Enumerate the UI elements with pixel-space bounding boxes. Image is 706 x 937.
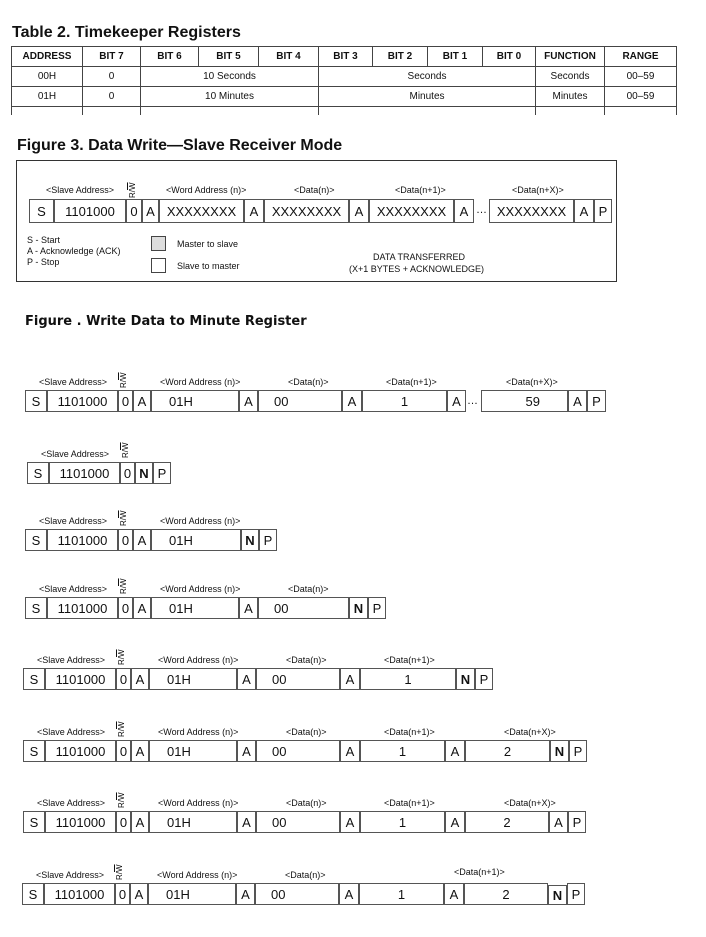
cell-range: 00–59 [605,67,677,87]
word-address-cell: 01H [149,668,237,690]
data-nx-label: <Data(n+X)> [504,798,556,808]
data-nx-label: <Data(n+X)> [504,727,556,737]
rw-label: $R/\overline{W}$ [117,721,126,737]
rw-bit-cell: 0 [115,883,130,905]
rw-bit-cell: 0 [116,668,131,690]
slave-address-label: <Slave Address> [39,377,108,387]
slave-address-label: <Slave Address> [46,185,115,195]
th-bit7: BIT 7 [83,47,141,67]
word-address-cell: XXXXXXXX [159,199,244,223]
address-cell: 1101000 [49,462,120,484]
legend-start: S - Start [27,235,61,245]
stop-cell: P [567,883,585,905]
data-cell: 1 [360,811,445,833]
data-n1-label: <Data(n+1)> [384,798,435,808]
address-cell: 1101000 [54,199,126,223]
data-n1-label: <Data(n+1)> [395,185,446,195]
ack-cell: A [340,668,360,690]
ack-cell: A [342,390,362,412]
table-header-row [12,47,677,67]
nack-cell: N [349,597,368,619]
rw-label: $R/\overline{W}$ [121,442,130,458]
address-cell: 1101000 [44,883,115,905]
ack-cell: A [340,740,360,762]
ack-cell: A [131,811,149,833]
ack-cell: A [133,390,151,412]
address-cell: 1101000 [45,668,116,690]
ack-cell: A [131,740,149,762]
table-row [12,67,677,87]
rw-bit-cell: 0 [116,740,131,762]
data-cell: 00 [256,811,340,833]
data-n1-label: <Data(n+1)> [386,377,437,387]
word-address-label: <Word Address (n)> [158,727,239,737]
th-bit3: BIT 3 [319,47,373,67]
cell-bit7: 0 [83,87,141,107]
stop-cell: P [587,390,606,412]
th-bit4: BIT 4 [259,47,319,67]
legend-ack: A - Acknowledge (ACK) [27,246,121,256]
slave-to-master-swatch [151,258,166,273]
word-address-cell: 01H [149,740,237,762]
ack-cell: A [568,390,587,412]
stop-cell: P [594,199,612,223]
word-address-cell: 01H [151,597,239,619]
data-cell: 1 [359,883,444,905]
nack-cell: N [241,529,259,551]
legend-slave-to-master: Slave to master [177,261,240,271]
data-cell: XXXXXXXX [369,199,454,223]
cell-low-bits: Seconds [319,67,536,87]
data-cell: 1 [360,668,456,690]
stop-cell: P [368,597,386,619]
rw-label: $R/\overline{W}$ [117,649,126,665]
rw-label: $R/\overline{W}$ [128,182,137,198]
ack-cell: A [237,740,256,762]
ack-cell: A [339,883,359,905]
data-n-label: <Data(n)> [286,798,327,808]
nack-cell: N [456,668,475,690]
word-address-label: <Word Address (n)> [157,870,238,880]
rw-bit-cell: 0 [118,597,133,619]
rw-bit-cell: 0 [126,199,142,223]
rw-label: $R/\overline{W}$ [115,864,124,880]
ack-cell: A [130,883,148,905]
word-address-cell: 01H [151,390,239,412]
data-cell: 59 [481,390,568,412]
timekeeper-table [11,46,677,115]
figure3-title: Figure 3. Data Write—Slave Receiver Mode [17,137,343,154]
data-cell: 00 [258,390,342,412]
address-cell: 1101000 [47,390,118,412]
ack-cell: A [237,811,256,833]
ack-cell: A [239,597,258,619]
data-n-label: <Data(n)> [288,584,329,594]
ack-cell: A [131,668,149,690]
rw-bit-cell: 0 [120,462,135,484]
rw-bit-cell: 0 [118,390,133,412]
slave-address-label: <Slave Address> [39,584,108,594]
data-cell: XXXXXXXX [264,199,349,223]
rw-label: $R/\overline{W}$ [119,578,128,594]
rw-label: $R/\overline{W}$ [117,792,126,808]
slave-address-label: <Slave Address> [37,798,106,808]
data-n1-label: <Data(n+1)> [384,727,435,737]
figure-write-title: Figure . Write Data to Minute Register [25,314,307,329]
address-cell: 1101000 [47,597,118,619]
ack-cell: A [447,390,466,412]
data-n-label: <Data(n)> [286,727,327,737]
ack-cell: A [445,811,465,833]
data-n-label: <Data(n)> [286,655,327,665]
start-cell: S [27,462,49,484]
start-cell: S [25,390,47,412]
start-cell: S [23,740,45,762]
ack-cell: A [236,883,255,905]
data-n-label: <Data(n)> [288,377,329,387]
nack-cell: N [550,740,569,762]
th-bit6: BIT 6 [141,47,199,67]
ack-cell: A [239,390,258,412]
stop-cell: P [569,740,587,762]
ack-cell: A [133,529,151,551]
word-address-label: <Word Address (n)> [166,185,247,195]
stop-cell: P [153,462,171,484]
nack-cell: N [548,885,567,905]
master-to-slave-swatch [151,236,166,251]
th-bit1: BIT 1 [428,47,483,67]
slave-address-label: <Slave Address> [39,516,108,526]
legend-master-to-slave: Master to slave [177,239,239,249]
data-n-label: <Data(n)> [285,870,326,880]
start-cell: S [23,811,45,833]
data-cell: 1 [362,390,447,412]
data-transferred-label: DATA TRANSFERRED [373,252,466,262]
slave-address-label: <Slave Address> [37,727,106,737]
ellipsis: … [467,395,478,407]
table-title: Table 2. Timekeeper Registers [12,24,241,41]
ack-cell: A [549,811,568,833]
nack-cell: N [135,462,153,484]
th-bit5: BIT 5 [199,47,259,67]
cell-address: 00H [12,67,83,87]
cell-high-bits: 10 Seconds [141,67,319,87]
ack-cell: A [133,597,151,619]
ack-cell: A [454,199,474,223]
word-address-cell: 01H [148,883,236,905]
start-cell: S [29,199,54,223]
data-cell: 00 [258,597,349,619]
data-n1-label: <Data(n+1)> [454,867,505,877]
slave-address-label: <Slave Address> [36,870,105,880]
cell-low-bits: Minutes [319,87,536,107]
start-cell: S [22,883,44,905]
stop-cell: P [475,668,493,690]
rw-label: $R/\overline{W}$ [119,372,128,388]
data-n1-label: <Data(n+1)> [384,655,435,665]
word-address-label: <Word Address (n)> [160,516,241,526]
ack-cell: A [445,740,465,762]
cell-high-bits: 10 Minutes [141,87,319,107]
cell-bit7: 0 [83,67,141,87]
word-address-label: <Word Address (n)> [160,377,241,387]
ack-cell: A [444,883,464,905]
ack-cell: A [574,199,594,223]
ack-cell: A [349,199,369,223]
word-address-label: <Word Address (n)> [160,584,241,594]
data-cell: 00 [256,668,340,690]
table-row [12,87,677,107]
word-address-cell: 01H [149,811,237,833]
data-cell: 1 [360,740,445,762]
table-row-truncated [12,107,677,116]
start-cell: S [25,597,47,619]
cell-function: Seconds [536,67,605,87]
data-cell: XXXXXXXX [489,199,574,223]
th-range: RANGE [605,47,677,67]
stop-cell: P [568,811,586,833]
data-transferred-sub: (X+1 BYTES + ACKNOWLEDGE) [349,264,485,274]
th-bit0: BIT 0 [483,47,536,67]
cell-address: 01H [12,87,83,107]
ack-cell: A [142,199,159,223]
ack-cell: A [244,199,264,223]
slave-address-label: <Slave Address> [41,449,110,459]
rw-label: $R/\overline{W}$ [119,510,128,526]
word-address-cell: 01H [151,529,241,551]
stop-cell: P [259,529,277,551]
data-cell: 00 [256,740,340,762]
start-cell: S [23,668,45,690]
rw-bit-cell: 0 [116,811,131,833]
data-nx-label: <Data(n+X)> [512,185,564,195]
data-nx-label: <Data(n+X)> [506,377,558,387]
th-function: FUNCTION [536,47,605,67]
data-cell: 2 [464,883,548,905]
data-cell: 00 [255,883,339,905]
ack-cell: A [340,811,360,833]
slave-address-label: <Slave Address> [37,655,106,665]
legend-stop: P - Stop [27,257,60,267]
word-address-label: <Word Address (n)> [158,655,239,665]
address-cell: 1101000 [45,811,116,833]
ack-cell: A [237,668,256,690]
data-n-label: <Data(n)> [294,185,335,195]
word-address-label: <Word Address (n)> [158,798,239,808]
ellipsis: … [476,204,487,216]
data-cell: 2 [465,740,550,762]
address-cell: 1101000 [45,740,116,762]
data-cell: 2 [465,811,549,833]
th-address: ADDRESS [12,47,83,67]
address-cell: 1101000 [47,529,118,551]
th-bit2: BIT 2 [373,47,428,67]
start-cell: S [25,529,47,551]
cell-range: 00–59 [605,87,677,107]
cell-function: Minutes [536,87,605,107]
rw-bit-cell: 0 [118,529,133,551]
